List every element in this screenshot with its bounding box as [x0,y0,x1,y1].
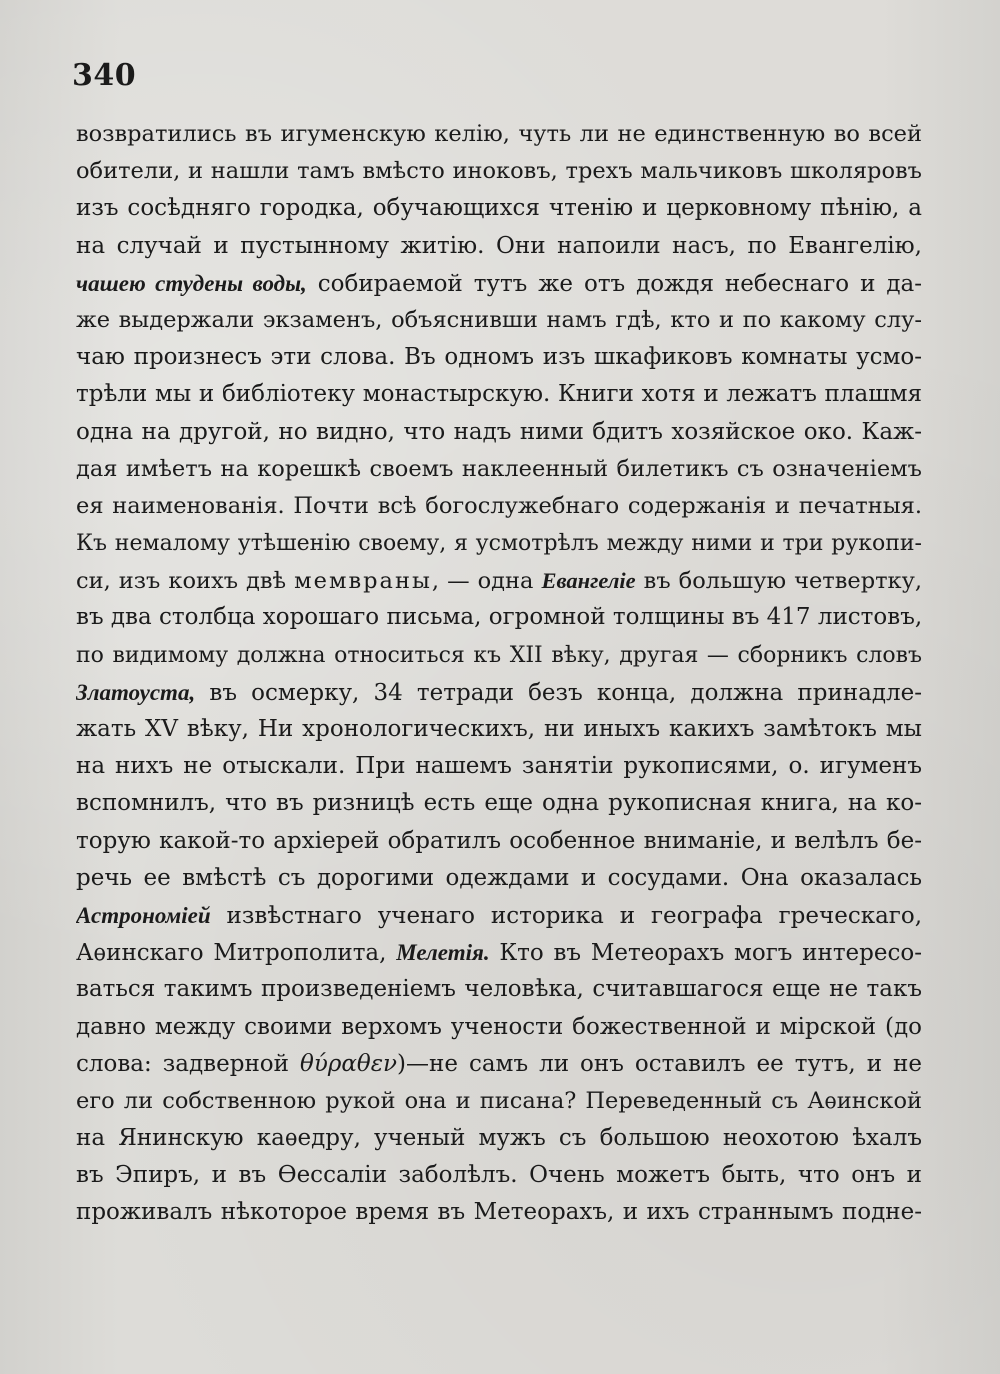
text-segment: торую какой-то архіерей обратилъ особенное вниманіе, и велѣлъ бе- [76,827,922,854]
text-segment: въ два столбца хорошаго письма, огромной толщины въ 417 листовъ, [76,604,922,631]
page-number: 340 [72,58,137,93]
spaced-word: мемвраны [294,568,432,595]
text-segment: проживалъ нѣкоторое время въ Метеорахъ, и ихъ страннымъ подне- [76,1199,922,1226]
greek-word: θύραθεν [299,1050,398,1077]
text-line [76,488,922,525]
text-segment: жать XV вѣку, Ни хронологическихъ, ни иныхъ какихъ замѣтокъ мы [76,716,922,742]
text-line [76,1194,922,1231]
text-line [76,525,922,562]
text-segment: слова: задверной [76,1050,300,1077]
italic-phrase: Астрономіей [76,902,211,928]
italic-phrase: чашею студены воды, [76,270,307,296]
text-segment: дая имѣетъ на корешкѣ своемъ наклеенный билетикъ съ означеніемъ [76,455,922,482]
text-segment: по видимому должна относиться къ XII вѣку, другая — сборникъ словъ [76,642,922,668]
text-segment: на случай и пустынному житію. Они напоили насъ, по Евангелію, [76,232,922,259]
text-segment: вспомнилъ, что въ ризницѣ есть еще одна рукописная книга, на ко- [76,790,922,817]
text-segment: изъ сосѣдняго городка, обучающихся чтенію и церковному пѣнію, а [76,195,922,222]
text-segment: въ большую четвертку, [635,568,922,595]
text-line [76,1083,922,1120]
text-line [76,1009,922,1046]
text-segment: въ осмерку, 34 тетради безъ конца, должна принадле- [195,679,922,706]
text-segment: Аѳинскаго Митрополита, [76,940,397,967]
text-line [76,674,922,711]
text-line [76,860,922,897]
text-segment: речь ее вмѣстѣ съ дорогими одеждами и сосудами. Она оказалась [76,864,922,891]
text-line [76,823,922,860]
text-segment: собираемой тутъ же отъ дождя небеснаго и да- [306,270,922,297]
text-line [76,376,922,413]
text-segment: )—не самъ ли онъ оставилъ ее тутъ, и не [397,1050,922,1077]
text-line [76,339,922,376]
text-line [76,1157,922,1194]
text-segment: на нихъ не отыскали. При нашемъ занятіи рукописями, о. игуменъ [76,753,922,780]
text-segment: си, изъ коихъ двѣ [76,568,295,595]
body-text [76,116,922,1232]
text-line [76,711,922,748]
text-segment: обители, и нашли тамъ вмѣсто иноковъ, трехъ мальчиковъ школяровъ [76,158,922,185]
text-line [76,153,922,190]
text-segment: же выдержали экзаменъ, объяснивши намъ гдѣ, кто и по какому слу- [76,306,922,333]
text-line [76,637,922,674]
text-line [76,116,922,153]
text-segment: давно между своими верхомъ учености божественной и мірской (до [76,1013,922,1040]
text-segment: ваться такимъ произведеніемъ человѣка, считавшагося еще не такъ [76,976,922,1003]
text-segment: чаю произнесъ эти слова. Въ одномъ изъ шкафиковъ комнаты усмо- [76,344,922,371]
text-segment: его ли собственною рукой она и писана? Переведенный съ Аѳинской [76,1087,922,1114]
text-segment: ея наименованія. Почти всѣ богослужебнаго содержанія и печатныя. [76,492,922,519]
italic-phrase: Мелетія. [396,940,490,966]
text-segment: одна на другой, но видно, что надъ ними бдитъ хозяйское око. Каж- [76,418,922,445]
text-segment: возвратились въ игуменскую келію, чуть ли не единственную во всей [76,121,922,147]
text-line [76,748,922,785]
text-segment: на Янинскую каѳедру, ученый мужъ съ большою неохотою ѣхалъ [76,1125,922,1152]
text-line [76,265,922,302]
text-segment: трѣли мы и библіотеку монастырскую. Книги хотя и лежатъ плашмя [76,381,922,408]
text-segment: Кто въ Метеорахъ могъ интересо- [489,940,922,967]
text-line [76,451,922,488]
italic-phrase: Евангеліе [541,568,636,594]
text-segment: , — одна [431,568,542,595]
italic-phrase: Златоуста, [76,679,196,705]
text-line [76,228,922,265]
text-line [76,302,922,339]
text-line [76,934,922,971]
text-segment: въ Эпиръ, и въ Ѳессаліи заболѣлъ. Очень можетъ быть, что онъ и [76,1162,922,1189]
text-line [76,190,922,227]
text-line [76,897,922,934]
text-line [76,785,922,822]
text-line [76,1046,922,1083]
text-line [76,971,922,1008]
text-line [76,562,922,599]
text-segment: извѣстнаго ученаго историка и географа греческаго, [210,902,922,929]
text-line [76,414,922,451]
text-segment: Къ немалому утѣшенію своему, я усмотрѣлъ между ними и три рукопи- [76,531,922,557]
text-line [76,599,922,636]
text-line [76,1120,922,1157]
